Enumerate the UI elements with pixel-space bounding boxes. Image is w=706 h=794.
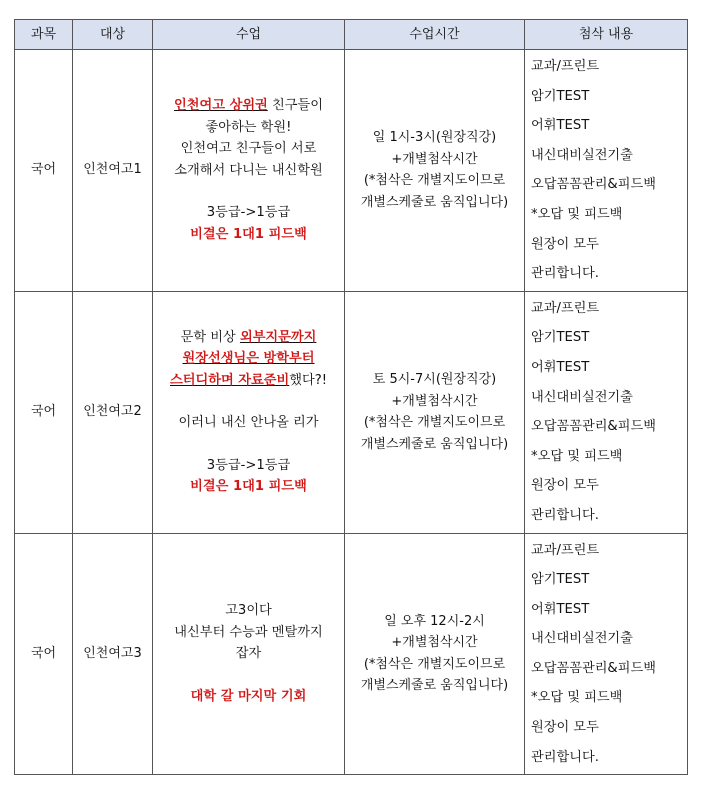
class-text: 잡자 [235,646,262,662]
time-cell [345,291,525,533]
time-cell [345,50,525,292]
header-notes: 첨삭 내용 [525,20,688,50]
note-item: 관리합니다. [531,507,599,523]
class-text: 문학 비상 [180,329,240,345]
time-text: +개별첨삭시간 [391,151,478,167]
highlight-text: 비결은 1대1 피드백 [190,479,307,495]
class-description-cell [153,50,345,292]
header-time: 수업시간 [345,20,525,50]
time-cell [345,533,525,775]
class-text: 내신부터 수능과 멘탈까지 [174,624,323,640]
highlight-text: 원장선생님은 방학부터 [182,351,315,367]
header-target: 대상 [73,20,153,50]
grade-text: 3등급->1등급 [206,205,291,221]
grade-text: 3등급->1등급 [206,457,291,473]
note-item: 교과/프린트 [531,59,600,74]
note-item: 암기TEST [531,330,590,346]
header-class: 수업 [153,20,345,50]
note-item: 어휘TEST [531,118,590,134]
note-item: 원장이 모두 [531,236,599,252]
time-text: 일 1시-3시(원장직강) [372,130,497,146]
note-item: 어휘TEST [531,359,590,375]
note-item: 어휘TEST [531,601,590,617]
note-item: 오답꼼꼼관리&피드백 [531,177,656,193]
schedule-table [14,19,688,775]
highlight-text: 대학 갈 마지막 기회 [190,688,307,704]
target-cell: 인천여고2 [73,291,153,533]
highlight-text: 비결은 1대1 피드백 [190,226,307,242]
class-text: 했다?! [289,372,327,388]
target-cell: 인천여고3 [73,533,153,775]
time-text: 개별스케줄로 움직입니다) [360,194,509,210]
note-item: 교과/프린트 [531,542,600,558]
header-subject: 과목 [15,20,73,50]
notes-cell [525,291,688,533]
note-item: 내신대비실전기출 [531,147,633,163]
note-item: 암기TEST [531,572,590,588]
class-description-cell [153,291,345,533]
note-item: 관리합니다. [531,749,599,765]
class-text: 좋아하는 학원! [205,119,292,135]
table-row [15,533,688,775]
note-item: 관리합니다. [531,266,599,282]
subject-cell: 국어 [15,291,73,533]
note-item: 오답꼼꼼관리&피드백 [531,660,656,676]
time-text: (*첨삭은 개별지도이므로 [363,173,506,189]
note-item: 암기TEST [531,88,590,104]
time-text: 토 5시-7시(원장직강) [372,372,497,388]
class-text: 소개해서 다니는 내신학원 [174,162,323,178]
note-item: *오답 및 피드백 [531,690,623,706]
notes-cell [525,50,688,292]
time-text: 일 오후 12시-2시 [384,613,485,629]
time-text: 개별스케줄로 움직입니다) [360,678,509,694]
header-row [15,20,688,50]
note-item: 내신대비실전기출 [531,389,633,405]
time-text: +개별첨삭시간 [391,635,478,651]
note-item: 오답꼼꼼관리&피드백 [531,419,656,435]
class-text: 이러니 내신 안나올 리가 [178,415,319,431]
note-item: 원장이 모두 [531,478,599,494]
notes-cell [525,533,688,775]
note-item: *오답 및 피드백 [531,448,623,464]
class-text: 고3이다 [225,603,272,619]
time-text: +개별첨삭시간 [391,393,478,409]
target-cell: 인천여고1 [73,50,153,292]
highlight-text: 인천여고 상위권 [174,98,268,114]
time-text: 개별스케줄로 움직입니다) [360,436,509,452]
subject-cell: 국어 [15,533,73,775]
table-row [15,291,688,533]
subject-cell: 국어 [15,50,73,292]
note-item: 원장이 모두 [531,720,599,736]
class-description-cell [153,533,345,775]
note-item: *오답 및 피드백 [531,206,623,222]
class-text: 인천여고 친구들이 서로 [180,141,317,157]
table-row [15,50,688,292]
highlight-text: 스터디하며 자료준비 [169,372,290,388]
time-text: (*첨삭은 개별지도이므로 [363,415,506,431]
highlight-text: 외부지문까지 [239,329,317,345]
note-item: 내신대비실전기출 [531,631,633,647]
time-text: (*첨삭은 개별지도이므로 [363,656,506,672]
class-text: 친구들이 [267,98,323,114]
note-item: 교과/프린트 [531,300,600,316]
